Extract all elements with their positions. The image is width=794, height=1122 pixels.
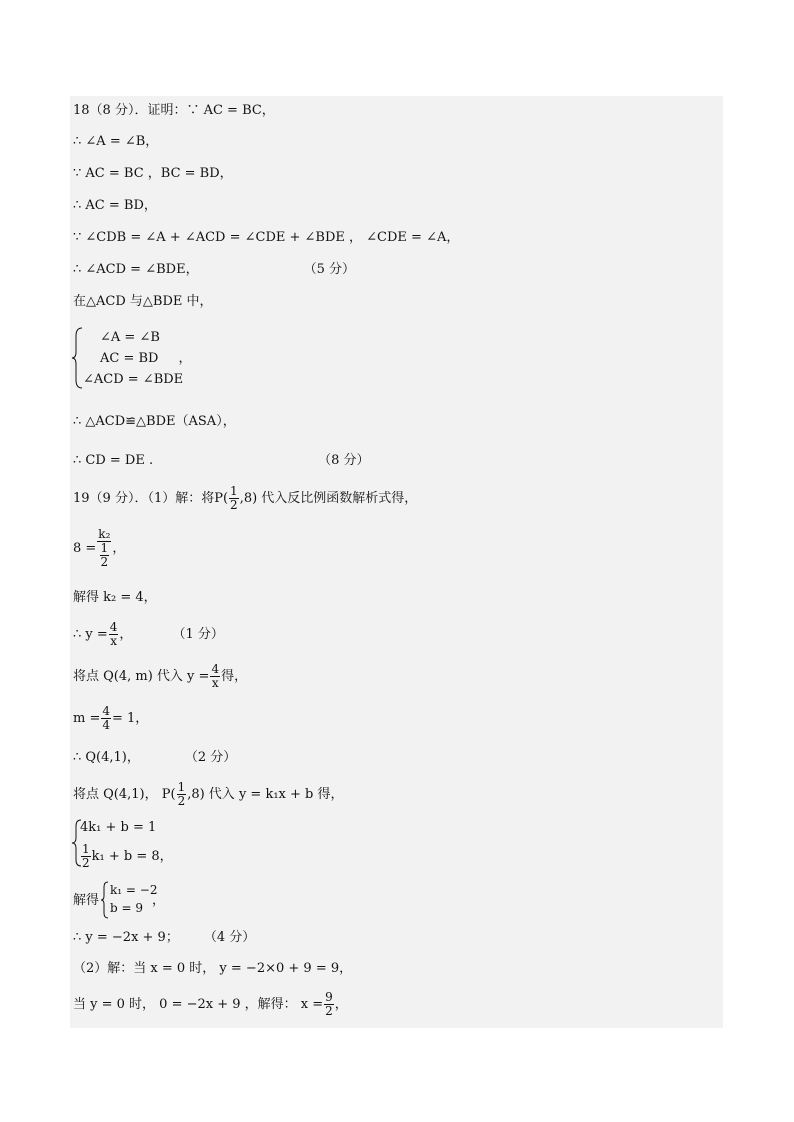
q19-line-2 [73, 524, 125, 574]
q19-line-5-tail: 得， [221, 669, 248, 684]
q19-line-4 [73, 620, 224, 650]
q18-system-eq-3: ∠ACD = ∠BDE [83, 372, 184, 387]
q18-score-8: （8 分） [318, 453, 370, 468]
fraction-numerator: 1 [82, 842, 90, 856]
q19-line-11 [73, 930, 255, 946]
q19-score-4: （4 分） [203, 930, 256, 945]
q19-line-5 [73, 662, 247, 692]
q18-system-eq-2 [100, 351, 191, 367]
fraction-denominator: x [211, 676, 219, 690]
q19-system-brace-2 [101, 880, 109, 920]
fraction-denominator: 2 [82, 856, 90, 870]
q19-system-eq-1: 4k₁ + b = 1 [80, 820, 157, 835]
q19-line-1-point: P( [214, 491, 229, 506]
q19-line-11-text: ∴ y = −2x + 9； [73, 930, 179, 945]
q19-fraction-4-over-x [109, 621, 119, 648]
q18-line-3: ∵ AC = BC ，BC = BD， [73, 166, 233, 181]
q19-line-10-label: 解得 [73, 893, 100, 908]
q18-system-eq-2-text: AC = BD [100, 351, 159, 366]
q18-line-9-text: ∴ CD = DE . [73, 453, 154, 468]
fraction-denominator: 2 [230, 498, 238, 512]
fraction-numerator: 9 [325, 990, 333, 1004]
q18-system-comma: ， [178, 351, 192, 366]
q19-line-12: （2）解：当 x = 0 时， y = −2×0 + 9 = 9， [73, 961, 353, 976]
q19-fraction-half-3 [81, 843, 91, 870]
fraction-denominator [97, 542, 111, 569]
q19-system-eq-2-text: k₁ + b = 8 [91, 849, 160, 864]
q19-line-8-text-a: 将点 Q(4,1)， P( [73, 787, 176, 802]
q19-line-3: 解得 k₂ = 4， [73, 590, 157, 605]
q19-fraction-half [229, 485, 239, 512]
q19-line-5-text: 将点 Q(4, m) 代入 y = [73, 669, 210, 684]
q19-score-2: （2 分） [184, 750, 237, 765]
fraction-denominator: 4 [102, 718, 110, 732]
q18-system-eq-1: ∠A = ∠B [100, 330, 160, 345]
q18-line-1: 18（8 分）．证明：∵ AC = BC， [73, 103, 275, 118]
fraction-numerator: 4 [102, 704, 110, 718]
q19-line-6-tail: = 1， [112, 711, 149, 726]
q19-line-7 [73, 750, 236, 766]
q19-line-13 [73, 990, 348, 1020]
q19-fraction-4-over-4 [101, 705, 111, 732]
q19-line-13-comma: ， [334, 997, 348, 1012]
q18-line-6-text: ∴ ∠ACD = ∠BDE， [73, 262, 199, 277]
q18-score-5: （5 分） [303, 262, 355, 277]
q19-line-7-text: ∴ Q(4,1)， [73, 750, 140, 765]
q19-system-comma: ， [159, 849, 173, 864]
fraction-numerator: 1 [177, 780, 186, 794]
q19-solution-comma: ， [152, 893, 166, 908]
fraction-numerator: 1 [100, 541, 109, 555]
q18-line-9 [73, 453, 370, 469]
fraction-denominator: 2 [100, 555, 109, 569]
q18-line-2: ∴ ∠A = ∠B， [73, 134, 159, 149]
fraction-numerator: k₂ [98, 527, 111, 541]
q19-line-1-text-a: 19（9 分）．（1）解：将 [73, 491, 215, 506]
fraction-numerator: 4 [109, 620, 118, 634]
q19-line-13-text: 当 y = 0 时， 0 = −2x + 9 ，解得： x = [73, 997, 324, 1012]
fraction-denominator: x [110, 634, 117, 648]
fraction-denominator: 2 [325, 1004, 333, 1018]
q19-line-8 [73, 780, 343, 810]
fraction-numerator: 1 [230, 484, 238, 498]
q19-line-1-text-c: ,8) 代入反比例函数解析式得， [239, 491, 418, 506]
q19-system-eq-2 [80, 842, 173, 872]
q18-line-7: 在△ACD 与△BDE 中， [73, 294, 213, 309]
q19-fraction-k2-over-half [97, 528, 111, 569]
fraction-denominator: 2 [177, 794, 186, 808]
q19-line-2-lhs: 8 = [73, 541, 97, 556]
q18-line-6 [73, 262, 355, 278]
q19-solution-eq-2: b = 9 [110, 901, 143, 915]
q18-line-5: ∵ ∠CDB = ∠A + ∠ACD = ∠CDE + ∠BDE ， ∠CDE = ∠A， [73, 230, 460, 245]
q19-line-6 [73, 704, 148, 734]
q19-fraction-4-over-x-2 [210, 663, 220, 690]
q19-line-1 [73, 484, 417, 514]
q19-score-1: （1 分） [172, 627, 224, 642]
q19-line-4-comma: ， [119, 627, 133, 642]
q19-solution-eq-1: k₁ = −2 [110, 883, 158, 897]
q19-line-6-lhs: m = [73, 711, 101, 726]
q19-line-2-comma: ， [112, 541, 126, 556]
q19-line-8-text-b: ,8) 代入 y = k₁x + b 得， [187, 787, 344, 802]
q19-line-4-lhs: ∴ y = [73, 627, 108, 642]
fraction-numerator: 4 [211, 662, 220, 676]
q19-fraction-half-2 [177, 781, 187, 808]
q18-line-4: ∴ AC = BD， [73, 198, 157, 213]
q18-line-8: ∴ △ACD≌△BDE（ASA）， [73, 414, 236, 429]
q19-fraction-9-over-2 [324, 991, 334, 1018]
